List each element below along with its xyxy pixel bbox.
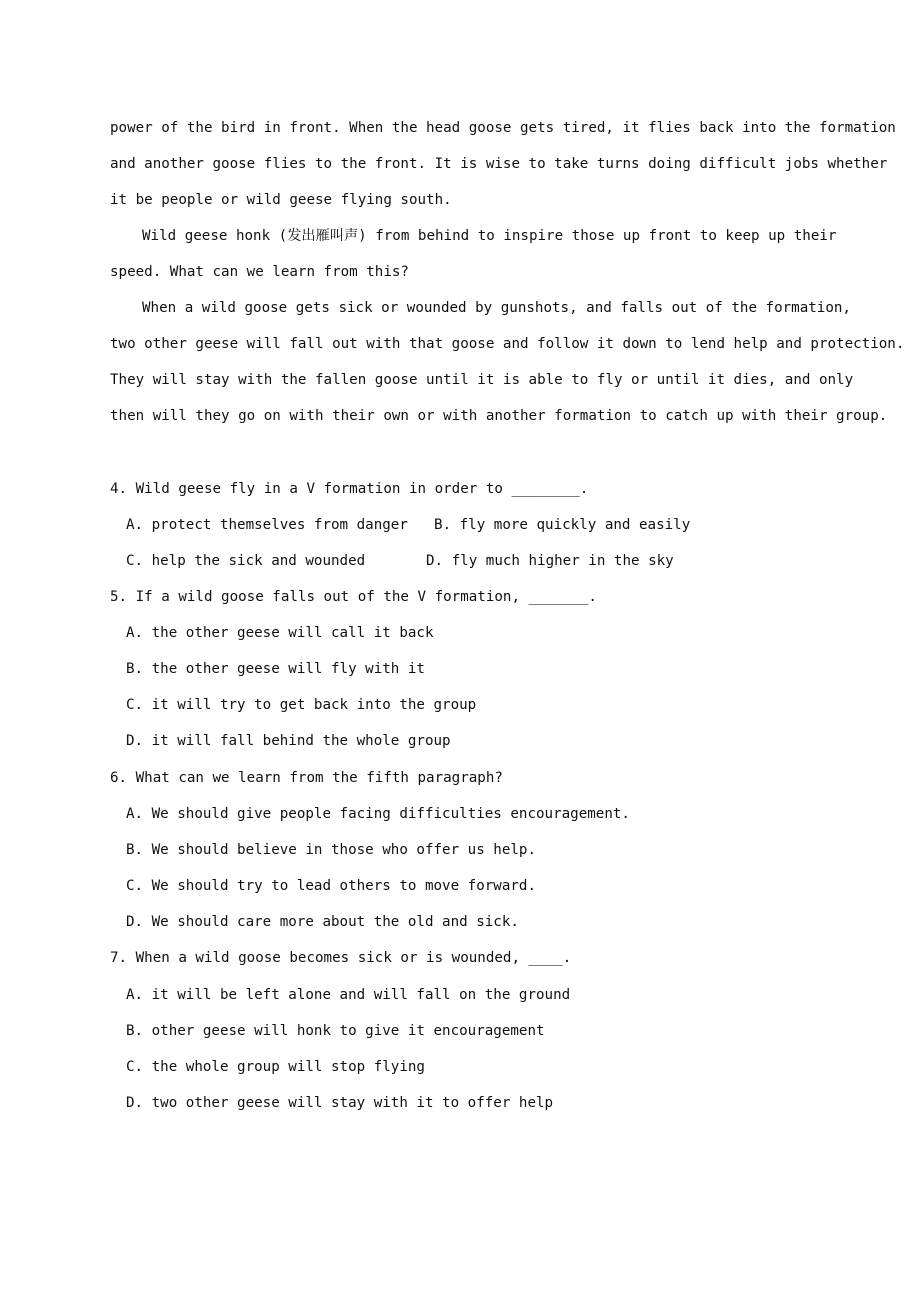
option-a: A. protect themselves from danger: [126, 517, 408, 533]
option-d: D. it will fall behind the whole group: [126, 733, 451, 749]
option-a: A. it will be left alone and will fall on the ground: [126, 987, 571, 1003]
option-c: C. We should try to lead others to move forward.: [126, 878, 536, 894]
passage-line: speed. What can we learn from this?: [110, 264, 409, 280]
passage-line: two other geese will fall out with that goose and follow it down to lend help and protection.: [110, 336, 905, 352]
option-b: B. We should believe in those who offer us help.: [126, 842, 536, 858]
option-d: D. fly much higher in the sky: [426, 553, 674, 569]
passage-line: and another goose flies to the front. It is wise to take turns doing difficult jobs whether: [110, 156, 888, 172]
option-c: C. help the sick and wounded: [126, 553, 366, 569]
question-stem: 6. What can we learn from the fifth paragraph?: [110, 770, 503, 786]
question-stem: 7. When a wild goose becomes sick or is wounded, ____.: [110, 950, 572, 966]
passage-line: Wild geese honk (发出雁叫声) from behind to inspire those up front to keep up their: [142, 228, 837, 244]
passage-line: it be people or wild geese flying south.: [110, 192, 452, 208]
option-b: B. other geese will honk to give it encouragement: [126, 1023, 545, 1039]
passage-line: They will stay with the fallen goose until it is able to fly or until it dies, and only: [110, 372, 854, 388]
option-d: D. We should care more about the old and sick.: [126, 914, 519, 930]
passage-line: power of the bird in front. When the head goose gets tired, it flies back into the formation: [110, 120, 896, 136]
option-d: D. two other geese will stay with it to offer help: [126, 1095, 554, 1111]
question-stem: 5. If a wild goose falls out of the V formation, _______.: [110, 589, 597, 605]
option-a: A. the other geese will call it back: [126, 625, 434, 641]
option-c: C. the whole group will stop flying: [126, 1059, 425, 1075]
option-b: B. the other geese will fly with it: [126, 661, 425, 677]
option-c: C. it will try to get back into the group: [126, 697, 477, 713]
passage-line: When a wild goose gets sick or wounded by gunshots, and falls out of the formation,: [142, 300, 851, 316]
option-a: A. We should give people facing difficulties encouragement.: [126, 806, 630, 822]
option-b: B. fly more quickly and easily: [434, 517, 691, 533]
passage-line: then will they go on with their own or with another formation to catch up with their group.: [110, 408, 888, 424]
question-stem: 4. Wild geese fly in a V formation in order to ________.: [110, 481, 589, 497]
